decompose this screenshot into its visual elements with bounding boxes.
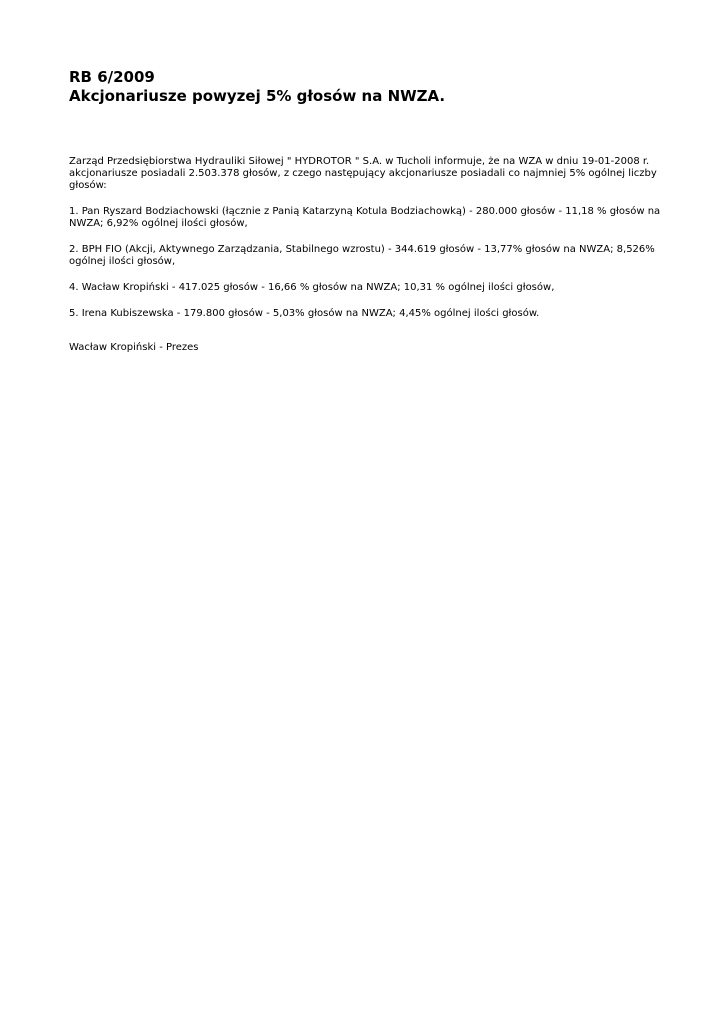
shareholder-item: 1. Pan Ryszard Bodziachowski (łącznie z Panią Katarzyną Kotula Bodziachowką) - 280.000 głosów - 11,18 % głosów na NWZA; 6,92% ogólnej ilości głosów, (69, 206, 661, 229)
report-number: RB 6/2009 (69, 68, 155, 86)
shareholder-item: 5. Irena Kubiszewska - 179.800 głosów - 5,03% głosów na NWZA; 4,45% ogólnej ilości głosów. (69, 308, 540, 319)
shareholder-item: 4. Wacław Kropiński - 417.025 głosów - 16,66 % głosów na NWZA; 10,31 % ogólnej ilości głosów, (69, 282, 555, 293)
document-page (69, 68, 669, 368)
intro-paragraph: Zarząd Przedsiębiorstwa Hydrauliki Siłowej " HYDROTOR " S.A. w Tucholi informuje, że na WZA w dniu 19-01-2008 r. akcjonariusze posiadali 2.503.378 głosów, z czego następujący akcjonariusze posiadali co najmniej 5% ogólnej liczby głosów: (69, 156, 657, 191)
document-title (69, 68, 669, 106)
shareholder-item: 2. BPH FIO (Akcji, Aktywnego Zarządzania, Stabilnego wzrostu) - 344.619 głosów - 13,77% głosów na NWZA; 8,526% ogólnej ilości głosów, (69, 244, 655, 267)
report-subject: Akcjonariusze powyzej 5% głosów na NWZA. (69, 87, 446, 105)
document-body (69, 156, 669, 354)
signature: Wacław Kropiński - Prezes (69, 342, 199, 353)
